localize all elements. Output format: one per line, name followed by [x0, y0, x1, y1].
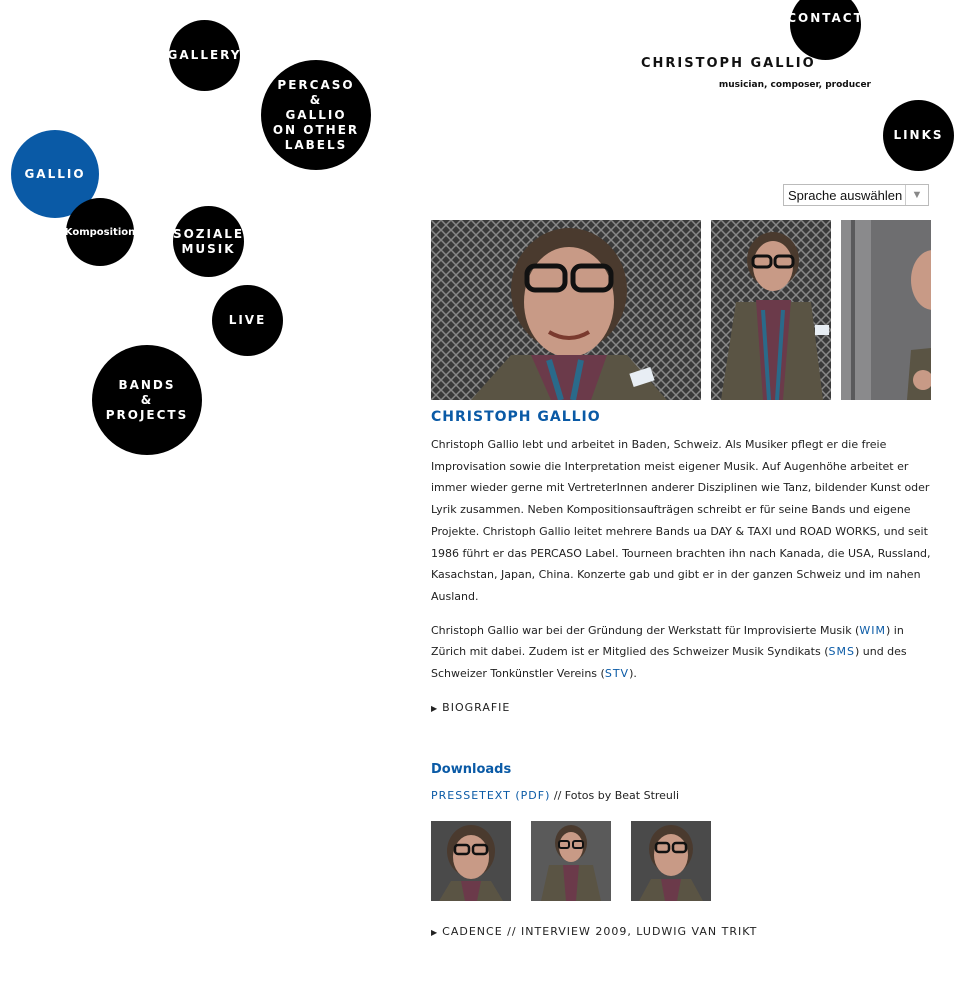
cadence-interview-toggle[interactable]: [431, 921, 931, 944]
pressetext-pdf-link[interactable]: PRESSETEXT (PDF): [431, 789, 551, 803]
nav-live-bubble[interactable]: LIVE: [212, 285, 283, 356]
nav-links-bubble[interactable]: LINKS: [883, 100, 954, 171]
site-subtitle: musician, composer, producer: [718, 80, 871, 90]
triangle-down-icon: ▼: [905, 185, 928, 205]
nav-bands-projects-bubble[interactable]: BANDS & PROJECTS: [92, 345, 202, 455]
intro-paragraph: Christoph Gallio lebt und arbeitet in Baden, Schweiz. Als Musiker pflegt er die freie Improvisation sowie die Interpretation meist eigener Musik. Auf Augenhöhe arbeitet er immer wieder gerne mit VertreterInnen anderer Disziplinen wie Tanz, bildender Kunst oder Lyrik zusammen. Neben Kompositionsaufträgen schreibt er für seine Bands und eigene Projekte. Christoph Gallio leitet mehrere Bands ua DAY & TAXI und ROAD WORKS, und seit 1986 führt er das PERCASO Label. Tourneen brachten ihn nach Kanada, die USA, Russland, Kasachstan, Japan, China. Konzerte gab und gibt er in der ganzen Schweiz und im nahen Ausland.: [431, 438, 931, 603]
portrait-photo-medium: [711, 220, 831, 400]
membership-text-b: ) in Zürich mit dabei. Zudem ist er Mitglied des Schweizer Musik Syndikats (: [431, 623, 904, 659]
nav-gallery-bubble[interactable]: GALLERY: [169, 20, 240, 91]
membership-paragraph: [431, 620, 931, 685]
portrait-photo-large: [431, 220, 701, 400]
downloads-heading: Downloads: [431, 762, 512, 778]
wim-link[interactable]: WIM: [859, 623, 886, 637]
download-photo-thumb-3[interactable]: [631, 821, 711, 901]
download-photo-thumb-2[interactable]: [531, 821, 611, 901]
portrait-photo-cropped: [841, 220, 931, 400]
nav-gallio-bubble[interactable]: GALLIO: [11, 130, 99, 218]
nav-percaso-bubble[interactable]: PERCASO & GALLIO ON OTHER LABELS: [261, 60, 371, 170]
download-photo-thumb-1[interactable]: [431, 821, 511, 901]
biografie-toggle[interactable]: [431, 697, 931, 720]
cadence-interview-label: CADENCE // INTERVIEW 2009, LUDWIG VAN TRIKT: [442, 925, 758, 939]
language-select-label: Sprache auswählen: [788, 187, 903, 203]
downloads-line: [431, 785, 931, 807]
triangle-right-icon: ▶: [431, 703, 439, 713]
nav-komposition-bubble[interactable]: Komposition: [66, 198, 134, 266]
main-content: [431, 408, 931, 944]
membership-text-a: Christoph Gallio war bei der Gründung der Werkstatt für Improvisierte Musik (: [431, 623, 860, 637]
membership-text-d: ).: [629, 667, 637, 681]
biografie-label: BIOGRAFIE: [442, 700, 511, 714]
nav-contact-bubble[interactable]: CONTACT: [790, 0, 861, 60]
site-title: CHRISTOPH GALLIO: [641, 56, 816, 71]
fotos-credit: // Fotos by Beat Streuli: [550, 789, 680, 803]
stv-link[interactable]: STV: [604, 667, 630, 681]
language-select[interactable]: [783, 184, 929, 206]
nav-soziale-musik-bubble[interactable]: SOZIALE MUSIK: [173, 206, 244, 277]
membership-text-c: ) und des Schweizer Tonkünstler Vereins (: [431, 645, 907, 681]
download-thumbnails: [431, 821, 931, 901]
triangle-right-icon: ▶: [431, 928, 439, 938]
page-heading: CHRISTOPH GALLIO: [431, 409, 601, 425]
sms-link[interactable]: SMS: [828, 645, 855, 659]
